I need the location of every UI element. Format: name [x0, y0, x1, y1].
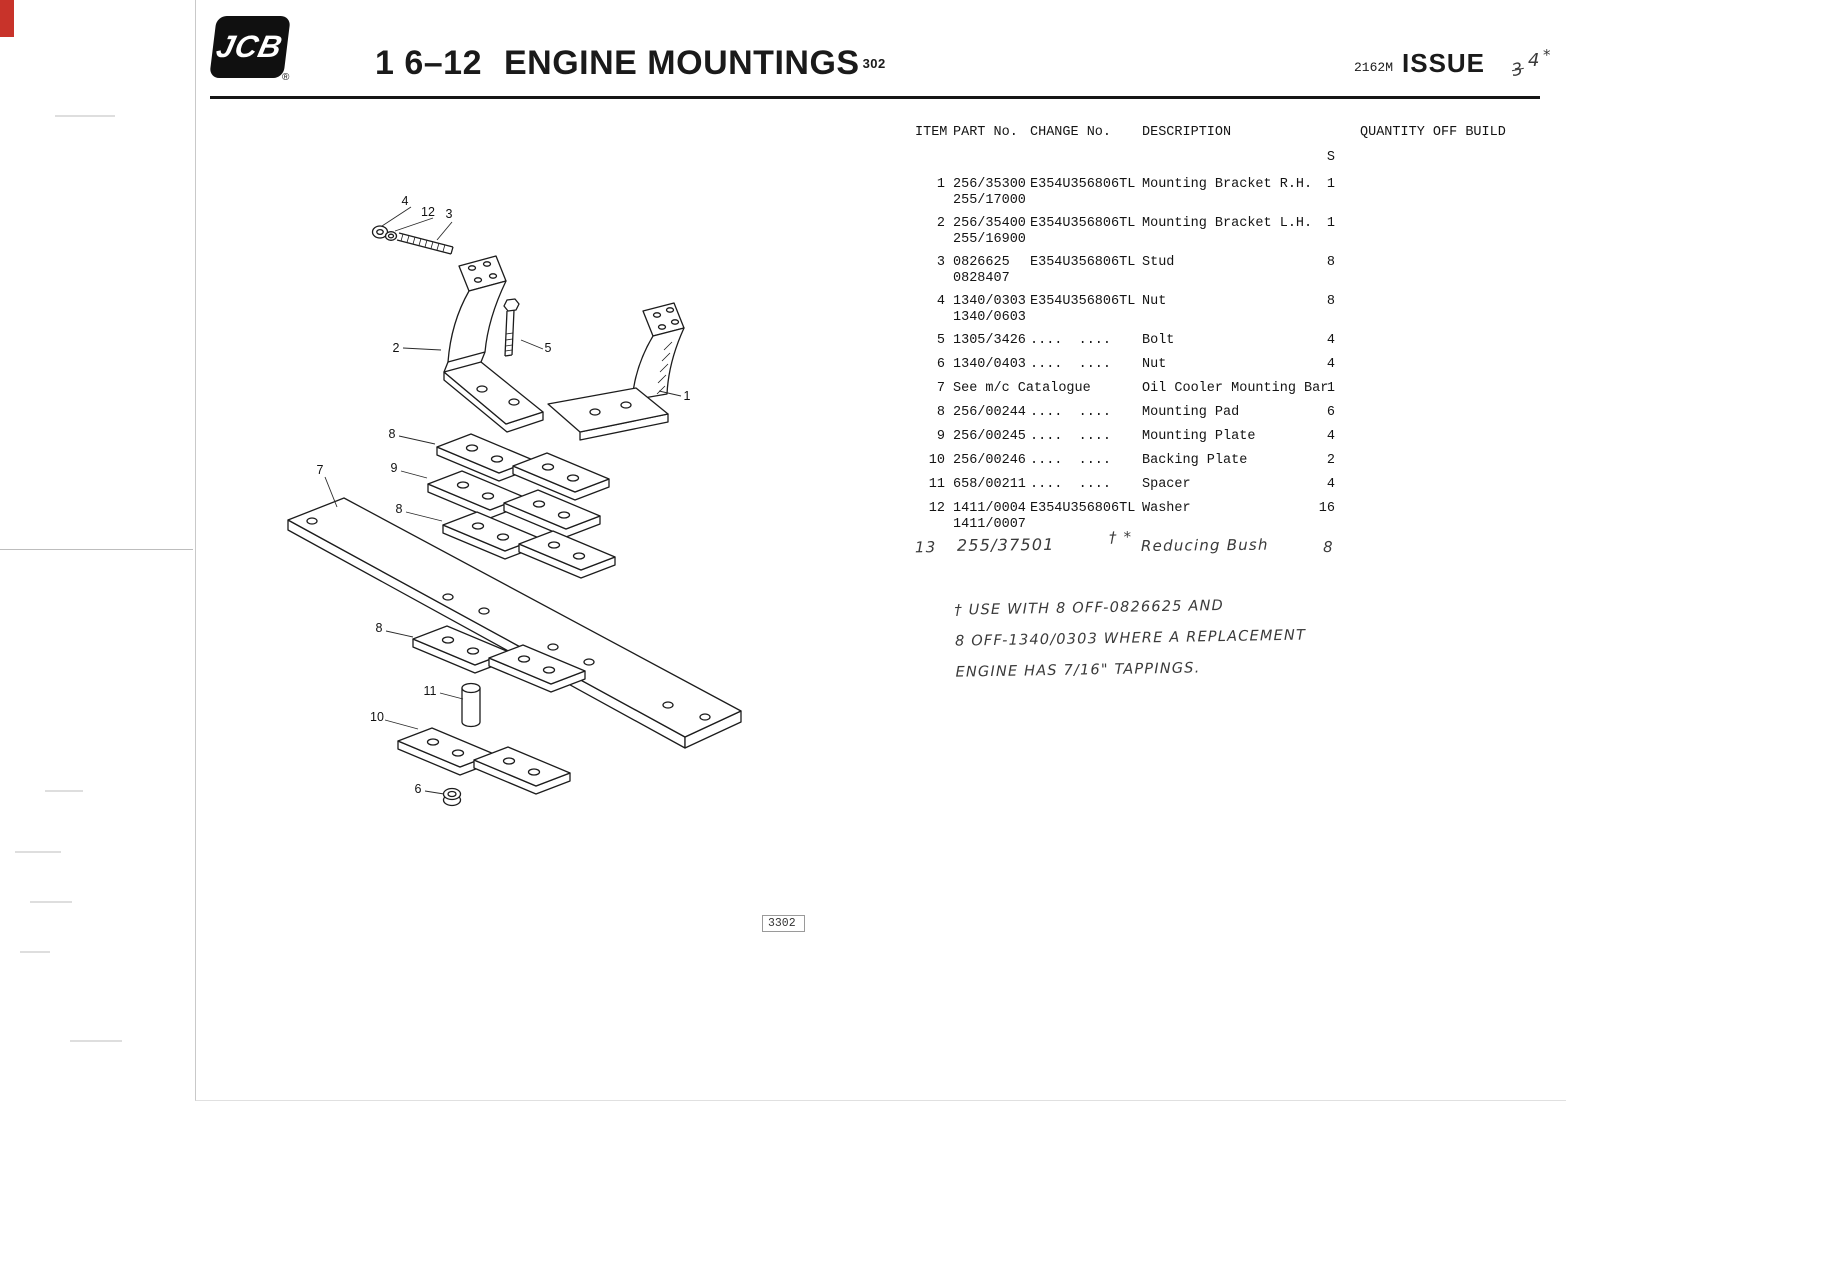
table-row [915, 425, 1555, 449]
table-row [915, 353, 1555, 377]
row-change: .... .... [1030, 453, 1112, 468]
row-desc: Spacer [1142, 477, 1191, 492]
row-qty: 4 [1326, 429, 1335, 444]
row-qty: 8 [1326, 294, 1335, 309]
callout-6: 6 [414, 782, 422, 796]
issue-code: 2162M [1354, 60, 1394, 75]
row-desc: Bolt [1142, 333, 1175, 348]
mounting-bracket-lh [444, 256, 543, 432]
table-row [915, 212, 1555, 251]
row-item: 3 [936, 255, 945, 270]
row-change: E354U356806TL [1030, 294, 1136, 309]
row-item: 12 [928, 501, 945, 516]
table-rows [915, 173, 1555, 536]
row-part: 256/00245 [953, 429, 1026, 444]
row-desc: Washer [1142, 501, 1191, 516]
bolt [504, 299, 519, 356]
row-qty: 1 [1326, 177, 1335, 192]
row-qty: 6 [1326, 405, 1335, 420]
col-desc: DESCRIPTION [1142, 125, 1232, 140]
issue-asterisk: * [1543, 46, 1552, 64]
row-part: 1340/0403 [953, 357, 1026, 372]
row-desc: Reducing Bush [1140, 535, 1269, 555]
row-item: 5 [936, 333, 945, 348]
row-part: 255/37501 [956, 534, 1055, 555]
row-item: 11 [928, 477, 945, 492]
scan-smudge [70, 1040, 122, 1042]
row-desc: Nut [1142, 357, 1167, 372]
callout-8b: 8 [395, 502, 403, 516]
row-desc: Nut [1142, 294, 1167, 309]
row-qty: 1 [1326, 216, 1335, 231]
row-part: 256/35400 255/16900 [953, 216, 1026, 247]
row-part: 1305/3426 [953, 333, 1026, 348]
title-text: ENGINE MOUNTINGS [504, 44, 860, 82]
row-part: See m/c Catalogue [953, 381, 1091, 396]
row-qty: 1 [1326, 381, 1335, 396]
row-change: .... .... [1030, 429, 1112, 444]
table-row [915, 449, 1555, 473]
row-item: 10 [928, 453, 945, 468]
callout-9: 9 [390, 461, 398, 475]
callout-1: 1 [683, 389, 691, 403]
table-row [915, 473, 1555, 497]
row-desc: Mounting Bracket R.H. [1142, 177, 1313, 192]
col-item: ITEM [915, 125, 948, 140]
row-item: 8 [936, 405, 945, 420]
row-part: 1340/0303 1340/0603 [953, 294, 1026, 325]
figure-number-box: 3302 [762, 915, 805, 932]
note-line: 8 OFF-1340/0303 WHERE A REPLACEMENT [954, 627, 1307, 650]
table-row [915, 329, 1555, 353]
row-change: E354U356806TL [1030, 501, 1136, 516]
row-item: 13 [914, 538, 937, 557]
callout-10: 10 [370, 710, 384, 724]
table-row [915, 290, 1555, 329]
row-desc: Backing Plate [1142, 453, 1248, 468]
callout-8a: 8 [388, 427, 396, 441]
col-part: PART No. [953, 125, 1018, 140]
scan-smudge [20, 951, 50, 953]
spacer [462, 684, 480, 727]
callout-3: 3 [445, 207, 453, 221]
registered-mark: ® [282, 72, 290, 83]
row-qty: 16 [1318, 501, 1335, 516]
stud-assembly [373, 226, 454, 254]
table-row [915, 401, 1555, 425]
scan-red-mark [0, 0, 14, 37]
row-change: E354U356806TL [1030, 255, 1136, 270]
row-qty: 4 [1326, 357, 1335, 372]
row-desc: Mounting Pad [1142, 405, 1240, 420]
note-line: ENGINE HAS 7/16" TAPPINGS. [955, 660, 1201, 681]
backing-plates [398, 728, 570, 794]
row-part: 0826625 0828407 [953, 255, 1010, 286]
note-line: † USE WITH 8 OFF-0826625 AND [954, 597, 1225, 619]
page-title [375, 44, 886, 83]
row-mark: † * [1108, 528, 1133, 547]
callout-12: 12 [421, 205, 435, 219]
handwritten-note [954, 588, 1376, 688]
row-desc: Mounting Plate [1142, 429, 1256, 444]
row-item: 6 [936, 357, 945, 372]
callout-5: 5 [544, 341, 552, 355]
row-part: 658/00211 [953, 477, 1026, 492]
row-item: 9 [936, 429, 945, 444]
row-qty: 2 [1326, 453, 1335, 468]
col-change: CHANGE No. [1030, 125, 1112, 140]
row-qty: 8 [1322, 537, 1334, 557]
row-desc: Stud [1142, 255, 1175, 270]
table-row [915, 173, 1555, 212]
callout-4: 4 [401, 194, 409, 208]
row-change: E354U356806TL [1030, 177, 1136, 192]
scan-pencil-line [0, 549, 193, 550]
row-qty: 4 [1326, 477, 1335, 492]
row-item: 1 [936, 177, 945, 192]
col-qty: QUANTITY OFF BUILD [1360, 125, 1506, 140]
row-part: 256/00246 [953, 453, 1026, 468]
scan-smudge [55, 115, 115, 117]
callout-8c: 8 [375, 621, 383, 635]
exploded-diagram [270, 180, 770, 840]
row-desc: Oil Cooler Mounting Bar [1142, 381, 1329, 396]
issue-number-current: 4 [1528, 50, 1541, 71]
row-qty: 4 [1326, 333, 1335, 348]
row-part: 1411/0004 1411/0007 [953, 501, 1026, 532]
row-change: .... .... [1030, 357, 1112, 372]
scan-smudge [15, 851, 61, 853]
callout-2: 2 [392, 341, 400, 355]
row-item: 2 [936, 216, 945, 231]
row-desc: Mounting Bracket L.H. [1142, 216, 1313, 231]
table-row [915, 377, 1555, 401]
scan-smudge [30, 901, 72, 903]
table-row [915, 251, 1555, 290]
mounting-bracket-rh [548, 303, 684, 440]
quantity-sub-col: S [1326, 150, 1335, 165]
row-item: 7 [936, 381, 945, 396]
row-part: 256/00244 [953, 405, 1026, 420]
callout-11: 11 [423, 684, 437, 698]
row-change: .... .... [1030, 477, 1112, 492]
row-change: .... .... [1030, 333, 1112, 348]
row-item: 4 [936, 294, 945, 309]
scan-smudge [45, 790, 83, 792]
header-rule [210, 96, 1540, 99]
title-reference: 302 [862, 56, 886, 71]
section-number: 1 6–12 [375, 44, 482, 82]
row-change: .... .... [1030, 405, 1112, 420]
jcb-logo-text: JCB [213, 29, 287, 64]
nut [444, 789, 461, 806]
row-qty: 8 [1326, 255, 1335, 270]
issue-label: ISSUE [1402, 48, 1486, 78]
row-change: E354U356806TL [1030, 216, 1136, 231]
issue-number-crossed: 3 [1510, 58, 1526, 82]
jcb-logo [209, 16, 291, 78]
callout-7: 7 [316, 463, 324, 477]
issue-block [1350, 44, 1580, 88]
row-part: 256/35300 255/17000 [953, 177, 1026, 208]
